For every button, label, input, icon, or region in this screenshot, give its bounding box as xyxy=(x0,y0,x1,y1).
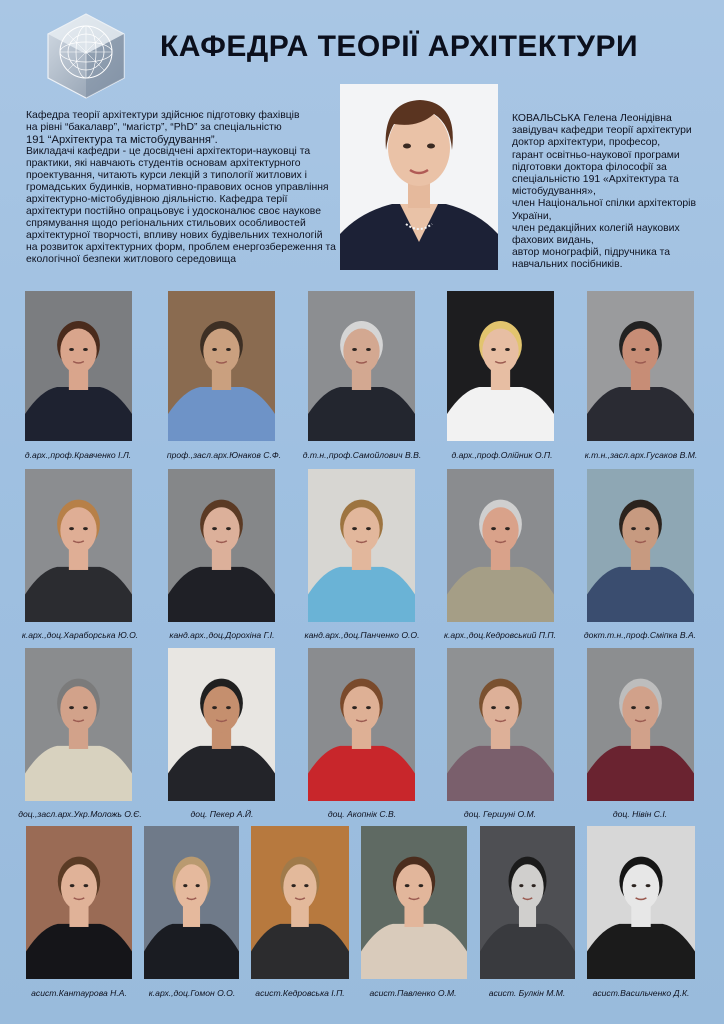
portrait-face xyxy=(343,507,379,553)
head-line: навчальних посібників. xyxy=(512,259,623,271)
portrait-face xyxy=(396,864,432,910)
portrait-eye xyxy=(632,884,637,887)
portrait-face xyxy=(482,686,518,732)
portrait-face xyxy=(343,686,379,732)
staff-caption: к.арх.,доц.Гомон О.О. xyxy=(148,988,236,998)
portrait-image xyxy=(26,826,132,979)
portrait-face xyxy=(343,329,379,374)
staff-caption: проф.,засл.арх.Юнаков С.Ф. xyxy=(166,450,282,460)
portrait-eye xyxy=(352,706,357,709)
staff-photo xyxy=(25,648,132,801)
portrait-eye xyxy=(226,348,231,351)
staff-photo xyxy=(447,469,554,622)
portrait-image xyxy=(447,469,554,622)
staff-caption: д.арх.,проф.Кравченко І.Л. xyxy=(24,450,132,460)
portrait-eye xyxy=(83,706,88,709)
portrait-face xyxy=(60,686,96,732)
portrait-eye xyxy=(83,527,88,530)
staff-caption: канд.арх.,доц.Панченко О.О. xyxy=(304,630,420,640)
portrait-face xyxy=(60,329,96,374)
staff-caption: асист.Кантаурова Н.А. xyxy=(31,988,127,998)
portrait-eye xyxy=(505,348,510,351)
staff-photo xyxy=(587,469,694,622)
head-line: спеціальністю 191 «Архітектура та xyxy=(512,174,679,186)
head-line: член редакційних колегій наукових xyxy=(512,222,680,234)
portrait-eye xyxy=(226,706,231,709)
portrait-image xyxy=(168,648,275,801)
staff-caption: д.арх.,проф.Олійник О.П. xyxy=(451,450,553,460)
portrait-eye xyxy=(366,706,371,709)
head-line: фахових видань, xyxy=(512,235,594,247)
staff-photo xyxy=(480,826,575,979)
portrait-image xyxy=(308,291,415,441)
portrait-eye xyxy=(196,884,200,887)
intro-line-2: на рівні “бакалавр”, “магістр”, “PhD” за спеціальністю xyxy=(26,122,282,133)
staff-caption: доц. Пекер А.Й. xyxy=(190,809,254,819)
portrait-eye xyxy=(366,348,371,351)
portrait-image xyxy=(251,826,349,979)
portrait-eye xyxy=(645,527,650,530)
head-line: містобудування», xyxy=(512,186,596,198)
portrait-face xyxy=(60,507,96,553)
portrait-image xyxy=(361,826,467,979)
staff-caption: к.т.н.,засл.арх.Гусаков В.М. xyxy=(584,450,698,460)
portrait-image xyxy=(480,826,575,979)
head-of-department-info xyxy=(512,113,712,272)
portrait-eye xyxy=(405,884,410,887)
staff-photo xyxy=(25,291,132,441)
portrait-face xyxy=(203,686,239,732)
staff-photo xyxy=(251,826,349,979)
staff-caption: к.арх.,доц.Хараборська Ю.О. xyxy=(21,630,139,640)
staff-photo xyxy=(144,826,239,979)
portrait-eye xyxy=(70,884,75,887)
head-line: України, xyxy=(512,210,552,222)
intro-specialty: 191 “Архітектура та містобудування”. xyxy=(26,134,218,146)
portrait-eye xyxy=(646,884,651,887)
staff-photo xyxy=(308,291,415,441)
portrait-eye xyxy=(505,706,510,709)
portrait-face xyxy=(203,507,239,553)
head-line: автор монографій, підручника та xyxy=(512,247,671,259)
staff-photo xyxy=(587,648,694,801)
portrait-eye xyxy=(291,884,295,887)
portrait-face xyxy=(203,329,239,374)
portrait-face xyxy=(175,864,207,910)
intro-body: Викладачі кафедри - це досвідчені архітектори-науковці та практики, які навчають студентів основам архітектурного проектування, читають курси лекцій з типології житлових і громадських будинків, нормативно-правових основ управління архітектурно-містобудівною діяльністю. Кафедра терії архітектури постійно опрацьовує і удосконалює своє наукове спрямування щодо регіональних стильових особливостей архітектурної творчості, впливу нових будівельних технологій на розвиток архітектурних форм, проблем енергозбереження та екологічної безпеки житлового середовища xyxy=(26,146,336,265)
staff-photo xyxy=(168,648,275,801)
portrait-image xyxy=(447,648,554,801)
portrait-eye xyxy=(352,348,357,351)
staff-caption: доц. Нівін С.І. xyxy=(612,809,668,819)
portrait-image xyxy=(308,648,415,801)
portrait-eye xyxy=(631,348,636,351)
portrait-eye xyxy=(69,706,74,709)
portrait-face xyxy=(61,864,97,910)
portrait-image xyxy=(587,291,694,441)
portrait-face xyxy=(623,864,660,910)
portrait-eye xyxy=(519,884,523,887)
portrait-eye xyxy=(645,706,650,709)
staff-photo xyxy=(168,291,275,441)
staff-photo xyxy=(26,826,132,979)
portrait-face xyxy=(482,329,518,374)
portrait-image xyxy=(587,469,694,622)
portrait-face xyxy=(283,864,316,910)
portrait-face xyxy=(622,686,658,732)
portrait-eye xyxy=(69,527,74,530)
staff-caption: асист. Булкін М.М. xyxy=(488,988,566,998)
portrait-eye xyxy=(183,884,187,887)
staff-photo xyxy=(587,291,694,441)
staff-caption: к.арх.,доц.Кедровський П.П. xyxy=(443,630,557,640)
staff-caption: асист.Васильченко Д.К. xyxy=(592,988,690,998)
staff-caption: канд.арх.,доц.Дорохіна Г.І. xyxy=(169,630,275,640)
portrait-eye xyxy=(532,884,536,887)
portrait-eye xyxy=(505,527,510,530)
staff-photo xyxy=(447,648,554,801)
portrait-face xyxy=(511,864,543,910)
portrait-eye xyxy=(212,348,217,351)
portrait-image xyxy=(587,648,694,801)
portrait-image xyxy=(168,291,275,441)
portrait-eye xyxy=(631,527,636,530)
portrait-eye xyxy=(212,527,217,530)
portrait-image xyxy=(144,826,239,979)
portrait-eye xyxy=(226,527,231,530)
department-description xyxy=(26,110,336,266)
staff-caption: асист.Павленко О.М. xyxy=(369,988,457,998)
head-of-department-photo xyxy=(340,84,498,270)
staff-caption: доц.,засл.арх.Укр.Моложь О.Є. xyxy=(18,809,142,819)
portrait-eye xyxy=(352,527,357,530)
staff-caption: асист.Кедровська І.П. xyxy=(255,988,345,998)
page-title: КАФЕДРА ТЕОРІЇ АРХІТЕКТУРИ xyxy=(160,30,639,63)
staff-caption: докт.т.н.,проф.Сміпка В.А. xyxy=(583,630,697,640)
head-line: гарант освітньо-наукової програми xyxy=(512,149,680,161)
portrait-eye xyxy=(366,527,371,530)
portrait-face xyxy=(622,507,658,553)
head-line: доктор архітектури, професор, xyxy=(512,137,661,149)
portrait-image xyxy=(308,469,415,622)
portrait-eye xyxy=(212,706,217,709)
portrait-image xyxy=(587,826,695,979)
portrait-image xyxy=(25,291,132,441)
department-logo xyxy=(44,12,128,100)
portrait-face xyxy=(622,329,658,374)
portrait-face xyxy=(482,507,518,553)
head-line: підготовки доктора філософії за xyxy=(512,161,667,173)
portrait-eye xyxy=(491,527,496,530)
staff-photo xyxy=(308,469,415,622)
portrait-eye xyxy=(645,348,650,351)
portrait-eye xyxy=(419,884,424,887)
staff-caption: д.т.н.,проф.Самойлович В.В. xyxy=(302,450,422,460)
portrait-eye xyxy=(83,348,88,351)
portrait-image xyxy=(447,291,554,441)
portrait-eye xyxy=(84,884,89,887)
staff-photo xyxy=(447,291,554,441)
head-line: член Національної спілки архітекторів xyxy=(512,198,696,210)
staff-photo xyxy=(25,469,132,622)
portrait-eye xyxy=(491,706,496,709)
intro-line-1: Кафедра теорії архітектури здійснює підготовку фахівців xyxy=(26,110,300,121)
portrait-eye xyxy=(69,348,74,351)
staff-photo xyxy=(587,826,695,979)
staff-photo xyxy=(168,469,275,622)
staff-photo xyxy=(361,826,467,979)
portrait-image xyxy=(25,469,132,622)
portrait-eye xyxy=(631,706,636,709)
head-name: КОВАЛЬСЬКА Гелена Леонідівна xyxy=(512,113,672,124)
portrait-eye xyxy=(304,884,308,887)
portrait-image xyxy=(25,648,132,801)
portrait-image xyxy=(168,469,275,622)
staff-photo xyxy=(308,648,415,801)
portrait-eye xyxy=(491,348,496,351)
head-line: завідувач кафедри теорії архітектури xyxy=(512,125,692,137)
staff-caption: доц. Гершуні О.М. xyxy=(463,809,537,819)
staff-caption: доц. Акопнік С.В. xyxy=(327,809,397,819)
